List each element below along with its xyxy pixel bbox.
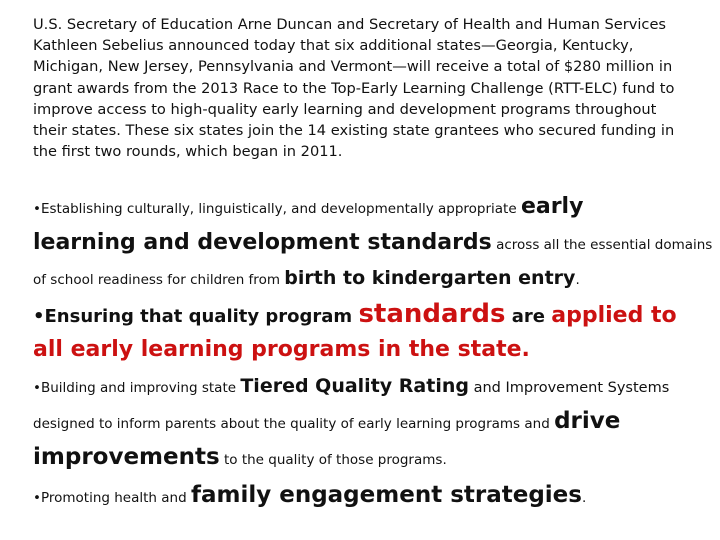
bullet4-family: family engagement strategies: [190, 482, 582, 508]
intro-paragraph: U.S. Secretary of Education Arne Duncan and Secretary of Health and Human Services Kathleen Sebelius announced today that six additional states—Georgia, Kentucky, Michigan, New Jersey, Pennsylvania and Vermont—will receive a total of $280 million in grant awards from the 2013 Race to the Top-Early Learning Challenge (RTT-ELC) fund to improve access to high-quality early learning and development programs throughout their states. These six states join the 14 existing state grantees who secured funding in the first two rounds, which began in 2011.: [33, 16, 675, 161]
bullet4-text-a: •Promoting health and: [33, 490, 191, 506]
bullet1-domains: across all the essential domains: [491, 237, 713, 253]
bullet-tiered-quality-rating: [33, 370, 713, 477]
bullet4-period: .: [581, 490, 587, 506]
bullet1-readiness: of school readiness for children from: [33, 272, 285, 288]
bullet1-birth: birth to kindergarten entry: [284, 267, 576, 289]
bullet-early-learning-standards: [33, 190, 713, 297]
bullet-family-engagement: [33, 479, 713, 515]
bullet1-early: early: [520, 194, 584, 219]
bullet2-text-a: •Ensuring that quality program: [33, 306, 359, 327]
bullet2-are: are: [505, 306, 552, 327]
bullet3-drive: drive: [554, 408, 621, 434]
bullet2-standards: standards: [358, 299, 506, 329]
bullet2-applied: applied to all early learning programs in the state.: [33, 303, 677, 362]
bullet3-improvement: and Improvement Systems: [468, 380, 670, 396]
bullet3-improvements: improvements: [33, 444, 220, 470]
bullet1-text-a: •Establishing culturally, linguistically, and developmentally appropriate: [33, 201, 521, 217]
bullet3-programs: to the quality of those programs.: [219, 452, 447, 468]
bullet3-tiered: Tiered Quality Rating: [240, 375, 469, 397]
bullet3-designed: designed to inform parents about the quality of early learning programs and: [33, 416, 555, 432]
bullet-list: [33, 190, 713, 515]
bullet1-standards: learning and development standards: [33, 230, 492, 255]
bullet-quality-standards: [33, 299, 713, 368]
bullet3-text-a: •Building and improving state: [33, 380, 241, 396]
bullet1-period: .: [575, 272, 580, 288]
